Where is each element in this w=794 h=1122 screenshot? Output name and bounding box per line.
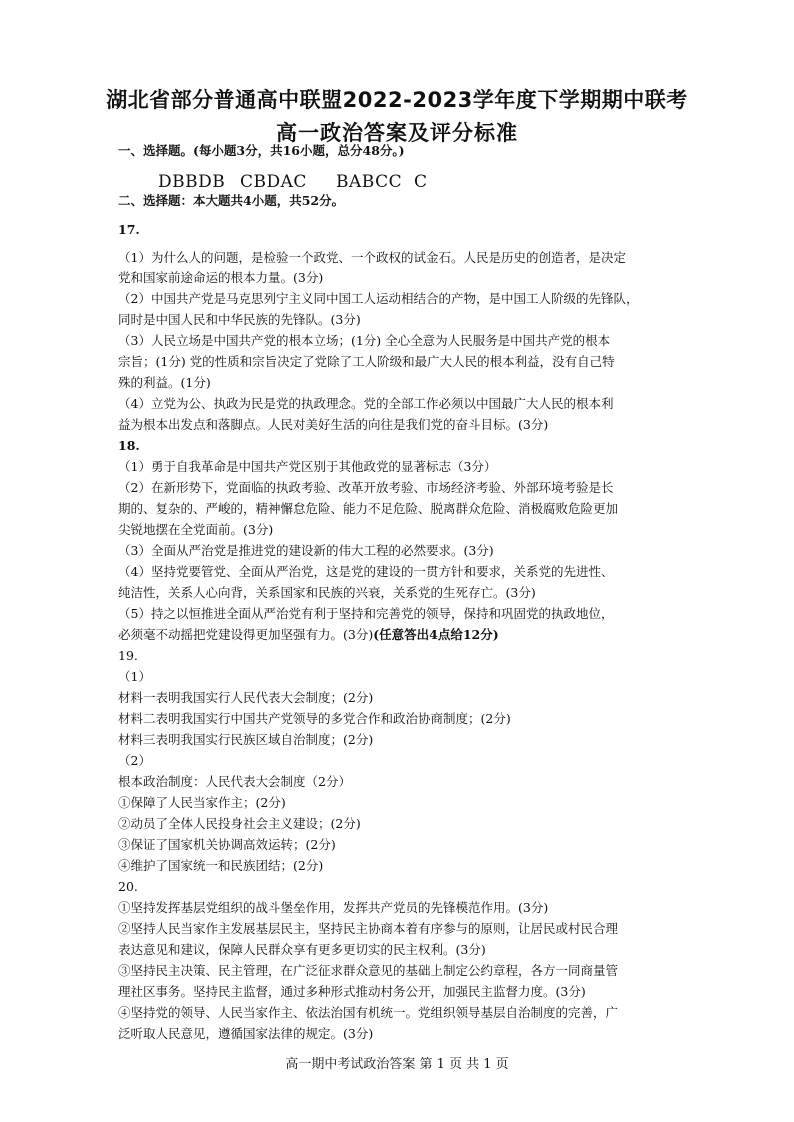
q19-line: ①保障了人民当家作主；(2分) <box>118 795 286 810</box>
q17-line: 殊的利益。(1分) <box>118 375 211 390</box>
q19-line: ②动员了全体人民投身社会主义建设；(2分) <box>118 816 361 831</box>
q19-line: ③保证了国家机关协调高效运转；(2分) <box>118 837 336 852</box>
q17-line: （4）立党为公、执政为民是党的执政理念。党的全部工作必须以中国最广大人民的根本利 <box>118 396 614 411</box>
q18-line: （2）在新形势下，党面临的执政考验、改革开放考验、市场经济考验、外部环境考验是长 <box>118 480 614 495</box>
q18-line: 期的、复杂的、严峻的，精神懈怠危险、能力不足危险、脱离群众危险、消极腐败危险更加 <box>118 501 619 516</box>
q17-line: 同时是中国人民和中华民族的先锋队。(3分) <box>118 312 361 327</box>
q18-line: （5）持之以恒推进全面从严治党有利于坚持和完善党的领导，保持和巩固党的执政地位， <box>118 606 614 621</box>
question-20-number: 20. <box>118 879 138 894</box>
q18-scoring-note: (任意答出4点给12分) <box>373 627 499 642</box>
q18-line: （4）坚持党要管党、全面从严治党，这是党的建设的一贯方针和要求，关系党的先进性、 <box>118 564 614 579</box>
q17-line: （1）为什么人的问题，是检验一个政党、一个政权的试金石。人民是历史的创造者，是决定 <box>118 250 626 265</box>
q20-line: ②坚持人民当家作主发展基层民主，坚持民主协商本着有序参与的原则，让居民或村民合理 <box>118 921 619 936</box>
q18-line: （1）勇于自我革命是中国共产党区别于其他政党的显著标志（3分） <box>118 459 497 474</box>
q17-line: （3）人民立场是中国共产党的根本立场；(1分) 全心全意为人民服务是中国共产党的根本 <box>118 333 611 348</box>
q19-line: （2） <box>118 753 151 768</box>
question-17-number: 17. <box>118 222 140 237</box>
answer-group-4: C <box>414 172 428 192</box>
q18-line: （3）全面从严治党是推进党的建设新的伟大工程的必然要求。(3分) <box>118 543 494 558</box>
q19-line: 材料一表明我国实行人民代表大会制度；(2分) <box>118 690 374 705</box>
q20-line: ④坚持党的领导、人民当家作主、依法治国有机统一。党组织领导基层自治制度的完善，广 <box>118 1005 619 1020</box>
answer-group-3: BABCC <box>336 172 403 192</box>
q17-line: 党和国家前途命运的根本力量。(3分) <box>118 270 324 285</box>
q19-line: 根本政治制度：人民代表大会制度（2分） <box>118 774 351 789</box>
q19-line: 材料二表明我国实行中国共产党领导的多党合作和政治协商制度；(2分) <box>118 711 511 726</box>
q19-line: 材料三表明我国实行民族区域自治制度；(2分) <box>118 732 374 747</box>
q18-line: 纯洁性，关系人心向背，关系国家和民族的兴衰，关系党的生死存亡。(3分) <box>118 585 536 600</box>
q20-line: ③坚持民主决策、民主管理，在广泛征求群众意见的基础上制定公约章程，各方一同商量管 <box>118 963 619 978</box>
question-19-number: 19. <box>118 648 138 663</box>
section2-heading: 二、选择题：本大题共4小题，共52分。 <box>118 193 345 208</box>
document-title: 湖北省部分普通高中联盟2022-2023学年度下学期期中联考 <box>106 88 688 112</box>
q18-line-text: 必须毫不动摇把党建设得更加坚强有力。(3分) <box>118 627 374 642</box>
answer-group-1: DBBDB <box>158 172 226 192</box>
q19-line: （1） <box>118 669 151 684</box>
q20-line: ①坚持发挥基层党组织的战斗堡垒作用，发挥共产党员的先锋模范作用。(3分) <box>118 900 549 915</box>
q20-line: 理社区事务。坚持民主监督，通过多种形式推动村务公开，加强民主监督力度。(3分) <box>118 984 586 999</box>
q19-line: ④维护了国家统一和民族团结；(2分) <box>118 858 324 873</box>
q17-line: 宗旨；(1分) 党的性质和宗旨决定了党除了工人阶级和最广大人民的根本利益，没有自己特 <box>118 354 615 369</box>
choice-answers <box>158 172 428 192</box>
page-footer: 高一期中考试政治答案 第 1 页 共 1 页 <box>285 1057 509 1072</box>
q17-line: （2）中国共产党是马克思列宁主义同中国工人运动相结合的产物，是中国工人阶级的先锋队， <box>118 291 639 306</box>
q20-line: 泛听取人民意见，遵循国家法律的规定。(3分) <box>118 1026 374 1041</box>
q20-line: 表达意见和建议，保障人民群众享有更多更切实的民主权利。(3分) <box>118 942 486 957</box>
section1-heading: 一、选择题。(每小题3分，共16小题，总分48分。) <box>118 143 405 158</box>
q17-line: 益为根本出发点和落脚点。人民对美好生活的向往是我们党的奋斗目标。(3分) <box>118 417 549 432</box>
answer-group-2: CBDAC <box>240 172 307 192</box>
document-subtitle: 高一政治答案及评分标准 <box>276 121 518 145</box>
q18-line: 尖锐地摆在全党面前。(3分) <box>118 522 274 537</box>
q18-line <box>118 627 688 643</box>
question-18-number: 18. <box>118 438 140 453</box>
